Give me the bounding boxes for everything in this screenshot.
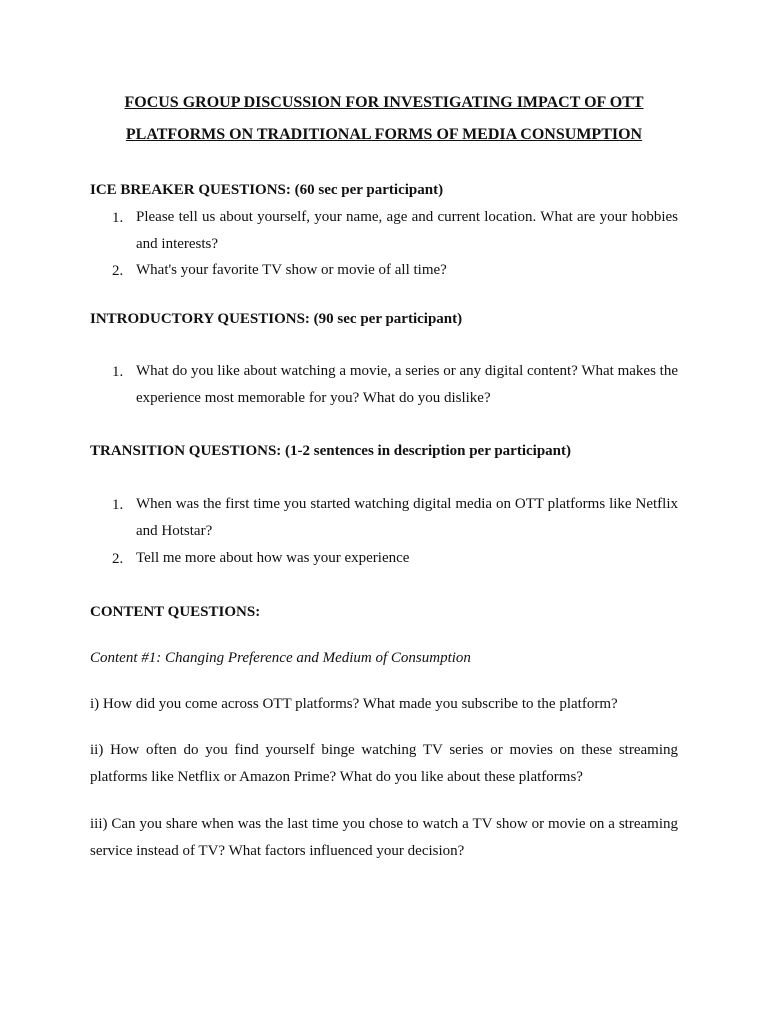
list-item-number: 1. [112,210,124,226]
transition-question-2: Tell me more about how was your experience [136,550,410,566]
list-item-number: 2. [112,263,124,279]
content-subheading: Content #1: Changing Preference and Medium of Consumption [90,650,471,666]
introductory-question-1: What do you like about watching a movie, a series or any digital content? What makes the experience most memorable for you? What do you dislike? [136,363,678,406]
content-question-2: ii) How often do you find yourself binge watching TV series or movies on these streaming platforms like Netflix or Amazon Prime? What do you like about these platforms? [90,742,678,785]
document-title-line-2: PLATFORMS ON TRADITIONAL FORMS OF MEDIA CONSUMPTION [125,126,643,143]
content-question-3: iii) Can you share when was the last time you chose to watch a TV show or movie on a streaming service instead of TV? What factors influenced your decision? [90,816,678,859]
ice-breaker-question-1: Please tell us about yourself, your name, age and current location. What are your hobbies and interests? [136,209,678,252]
introductory-heading: INTRODUCTORY QUESTIONS: (90 sec per participant) [90,311,463,327]
list-item-number: 2. [112,551,124,567]
transition-question-1: When was the first time you started watching digital media on OTT platforms like Netflix and Hotstar? [136,496,678,539]
content-heading: CONTENT QUESTIONS: [90,604,261,620]
list-item-number: 1. [112,364,124,380]
transition-heading: TRANSITION QUESTIONS: (1-2 sentences in description per participant) [90,443,572,459]
document-title-line-1: FOCUS GROUP DISCUSSION FOR INVESTIGATING IMPACT OF OTT [124,94,644,111]
ice-breaker-question-2: What's your favorite TV show or movie of all time? [136,262,447,278]
list-item-number: 1. [112,497,124,513]
ice-breaker-heading: ICE BREAKER QUESTIONS: (60 sec per participant) [90,182,444,198]
content-question-1: i) How did you come across OTT platforms? What made you subscribe to the platform? [90,696,618,712]
